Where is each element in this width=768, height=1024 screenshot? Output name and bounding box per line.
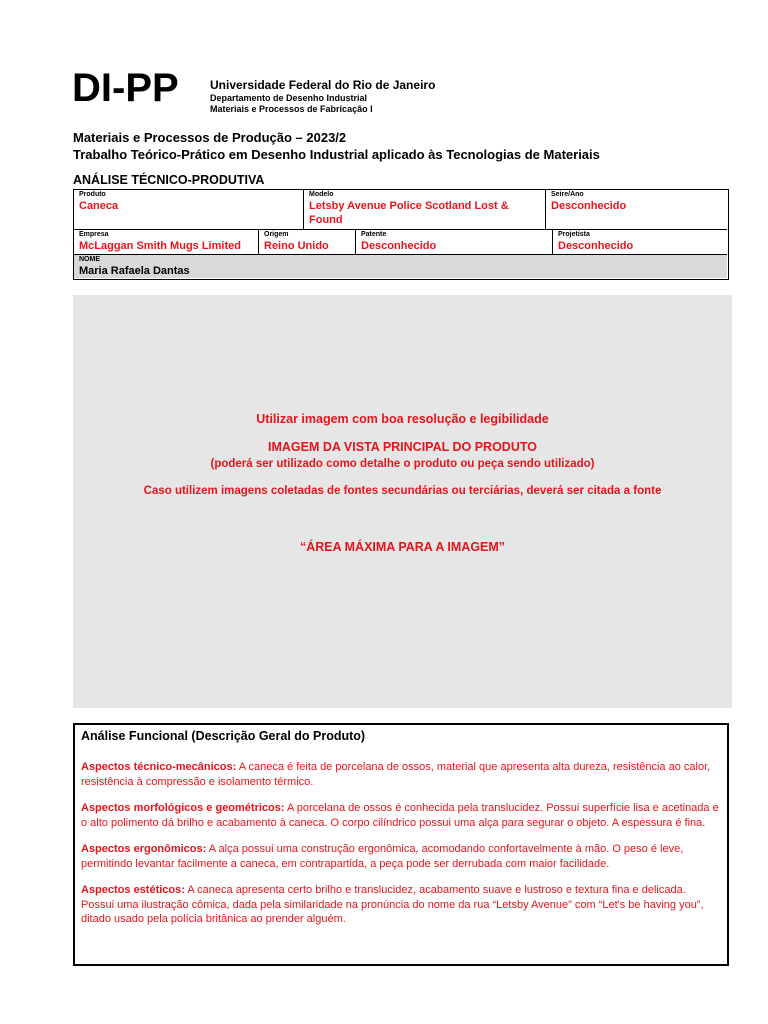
analysis-item-label: Aspectos ergonômicos: [81, 843, 207, 855]
field-label: NOME [79, 256, 100, 263]
field-produto [74, 190, 304, 230]
field-value: Desconhecido [558, 240, 634, 252]
field-value: Desconhecido [551, 200, 627, 212]
field-nome [74, 255, 727, 278]
analysis-item [81, 760, 721, 789]
section-title: ANÁLISE TÉCNICO-PRODUTIVA [73, 173, 265, 187]
field-label: Empresa [79, 231, 109, 238]
analysis-item-label: Aspectos morfológicos e geométricos: [81, 802, 285, 814]
analysis-item-text: A porcelana de ossos é conhecida pela translucidez. Possui superfície lisa e acetinada e o alto polimento dá brilho e acabamento à caneca. O corpo cilíndrico possui uma alça para segurar o objeto. A espessura é fina. [81, 802, 719, 829]
field-modelo [304, 190, 546, 230]
field-label: Patente [361, 231, 387, 238]
functional-analysis-box [73, 723, 729, 966]
analysis-item-label: Aspectos estéticos: [81, 884, 185, 896]
institution-block [210, 78, 435, 116]
image-instruction-1: Utilizar imagem com boa resolução e legibilidade [256, 412, 549, 426]
analysis-item [81, 883, 721, 927]
course-info [73, 130, 600, 164]
university-name: Universidade Federal do Rio de Janeiro [210, 78, 436, 92]
analysis-item-text: A caneca é feita de porcelana de ossos, material que apresenta alta dureza, resistência ao calor, resistência à compressão e isolamento térmico. [81, 761, 711, 788]
field-value: Letsby Avenue Police Scotland Lost & Found [309, 200, 509, 226]
image-instruction-2: IMAGEM DA VISTA PRINCIPAL DO PRODUTO [268, 440, 537, 454]
field-label: Modelo [309, 191, 334, 198]
department-name: Departamento de Desenho Industrial [210, 93, 368, 103]
field-value: Caneca [79, 200, 119, 212]
field-serie [546, 190, 727, 230]
analysis-item [81, 801, 721, 830]
field-value: Maria Rafaela Dantas [79, 265, 190, 277]
analysis-item-label: Aspectos técnico-mecânicos: [81, 761, 237, 773]
course-line-1: Materiais e Processos de Produção – 2023/2 [73, 130, 347, 145]
image-instruction-3: (poderá ser utilizado como detalhe o produto ou peça sendo utilizado) [210, 458, 595, 470]
analysis-item-text: A alça possui uma construção ergonômica, acomodando confortavelmente à mão. O peso é leve, permitindo levantar facilmente a caneca, em contrapartida, a peça pode ser derrubada com maior facilidade. [81, 843, 684, 870]
field-origem [259, 230, 356, 255]
field-value: McLaggan Smith Mugs Limited [79, 240, 241, 252]
field-projetista [553, 230, 727, 255]
logo-text: DI-PP [72, 66, 179, 110]
image-instruction-5: “ÁREA MÁXIMA PARA A IMAGEM” [299, 540, 506, 554]
field-patente [356, 230, 553, 255]
product-info-form [73, 189, 729, 280]
field-label: Projetista [558, 231, 590, 238]
analysis-item [81, 842, 721, 871]
field-label: Seire/Ano [551, 191, 584, 198]
image-instruction-4: Caso utilizem imagens coletadas de fontes secundárias ou terciárias, deverá ser citada a fonte [143, 485, 662, 497]
course-line-2: Trabalho Teórico-Prático em Desenho Industrial aplicado às Tecnologias de Materiais [73, 146, 600, 162]
field-value: Reino Unido [264, 240, 329, 252]
field-empresa [74, 230, 259, 255]
discipline-name: Materiais e Processos de Fabricação I [210, 104, 373, 115]
field-value: Desconhecido [361, 240, 437, 252]
analysis-item-text: A caneca apresenta certo brilho e translucidez, acabamento suave e lustroso e textura fina e delicada. Possui uma ilustração cômica, dada pela similaridade na pronúncia do nome da rua “Letsby Avenue” com “Let's be having you”, ditado usado pela polícia britânica ao prender alguém. [81, 884, 704, 925]
analysis-title: Análise Funcional (Descrição Geral do Produto) [81, 729, 366, 743]
field-label: Produto [79, 191, 106, 198]
field-label: Origem [264, 231, 289, 238]
image-placeholder-area [73, 295, 732, 708]
